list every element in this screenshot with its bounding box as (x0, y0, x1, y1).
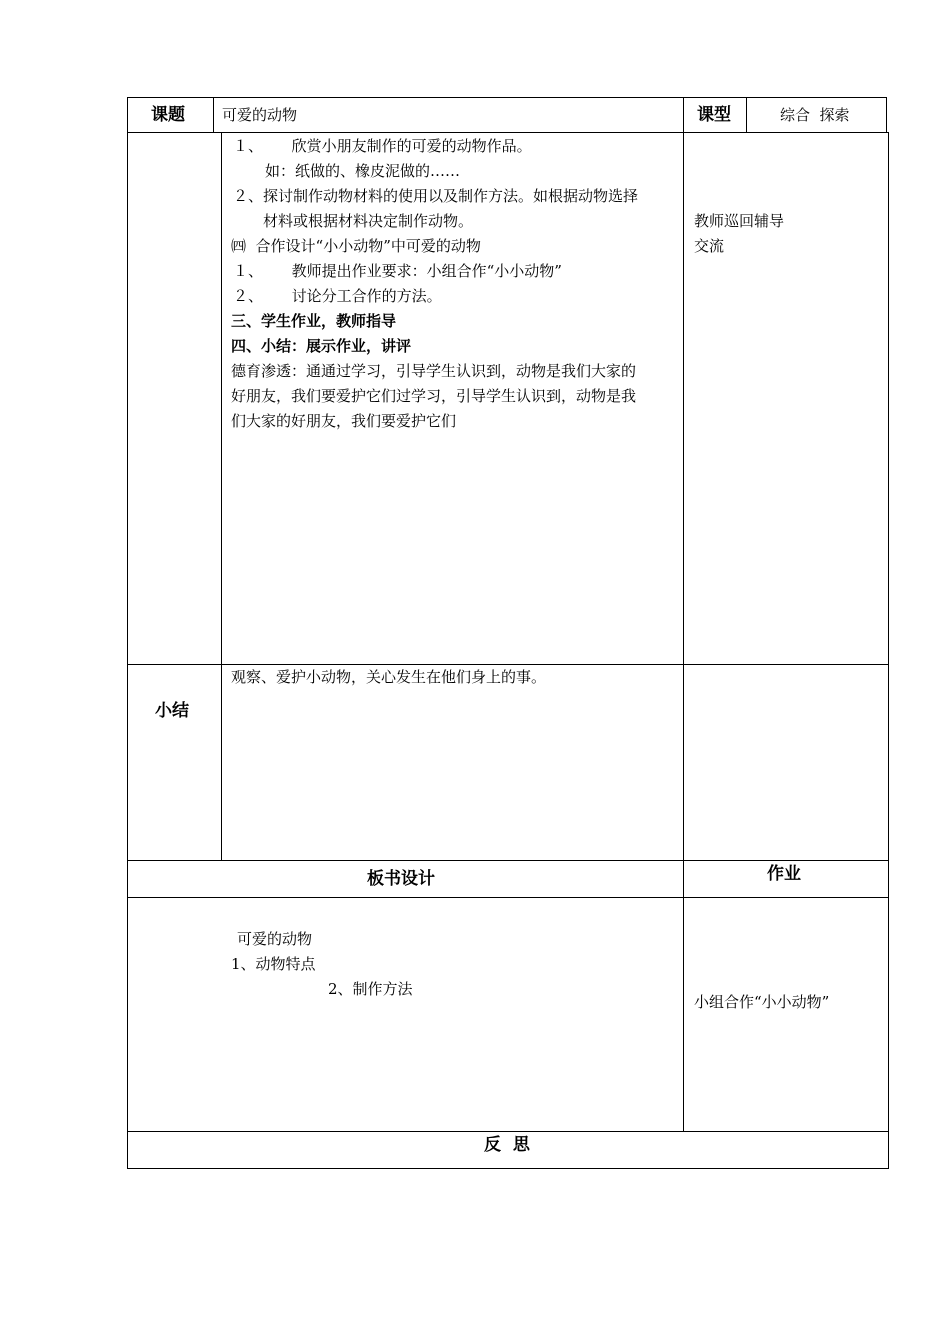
side-note-line: 教师巡回辅导 (694, 212, 785, 230)
board-item: 1、动物特点 (231, 955, 316, 973)
label-column-divider-top (213, 97, 214, 133)
row1-bottom-border (127, 132, 889, 133)
homework-text: 小组合作“小小动物” (694, 993, 830, 1011)
process-heading: 三、学生作业，教师指导 (231, 312, 397, 330)
process-line: 材料或根据材料决定制作动物。 (263, 212, 474, 230)
process-line: 如：纸做的、橡皮泥做的…… (265, 162, 461, 180)
row1-top-border (127, 97, 887, 98)
type-value: 综合 探索 (780, 106, 850, 124)
process-line: ㈣ 合作设计“小小动物”中可爱的动物 (231, 237, 481, 255)
process-line: 好朋友，我们要爱护它们过学习，引导学生认识到，动物是我 (231, 387, 637, 405)
type-label: 课型 (697, 105, 731, 125)
label-column-divider (221, 132, 222, 861)
board-item: 2、制作方法 (328, 980, 413, 998)
process-line: １、 欣赏小朋友制作的可爱的动物作品。 (233, 137, 532, 155)
summary-label: 小结 (155, 701, 189, 721)
process-line: 们大家的好朋友，我们要爱护它们 (231, 412, 457, 430)
process-heading: 四、小结：展示作业，讲评 (231, 337, 412, 355)
process-line: 德育渗透：通通过学习，引导学生认识到，动物是我们大家的 (231, 362, 637, 380)
table-right-border (888, 132, 889, 1169)
reflection-label: 反 思 (484, 1135, 530, 1155)
homework-label: 作业 (767, 864, 801, 884)
board-header-bottom-border (127, 897, 889, 898)
process-line: １、 教师提出作业要求：小组合作“小小动物” (233, 262, 562, 280)
type-value-divider (746, 97, 747, 133)
process-line: ２、 讨论分工合作的方法。 (233, 287, 442, 305)
table-left-border (127, 97, 128, 1169)
process-line: ２、探讨制作动物材料的使用以及制作方法。如根据动物选择 (233, 187, 639, 205)
board-design-label: 板书设计 (367, 869, 435, 889)
summary-text: 观察、爱护小动物，关心发生在他们身上的事。 (231, 668, 547, 686)
table-bottom-border (127, 1168, 889, 1169)
topic-label: 课题 (151, 105, 185, 125)
reflection-top-border (127, 1131, 889, 1132)
board-header-top-border (127, 860, 889, 861)
topic-value: 可爱的动物 (222, 106, 298, 124)
side-note-line: 交流 (694, 237, 725, 255)
row1-right-border (886, 97, 887, 133)
side-column-divider (683, 97, 684, 1132)
board-title: 可爱的动物 (237, 930, 313, 948)
